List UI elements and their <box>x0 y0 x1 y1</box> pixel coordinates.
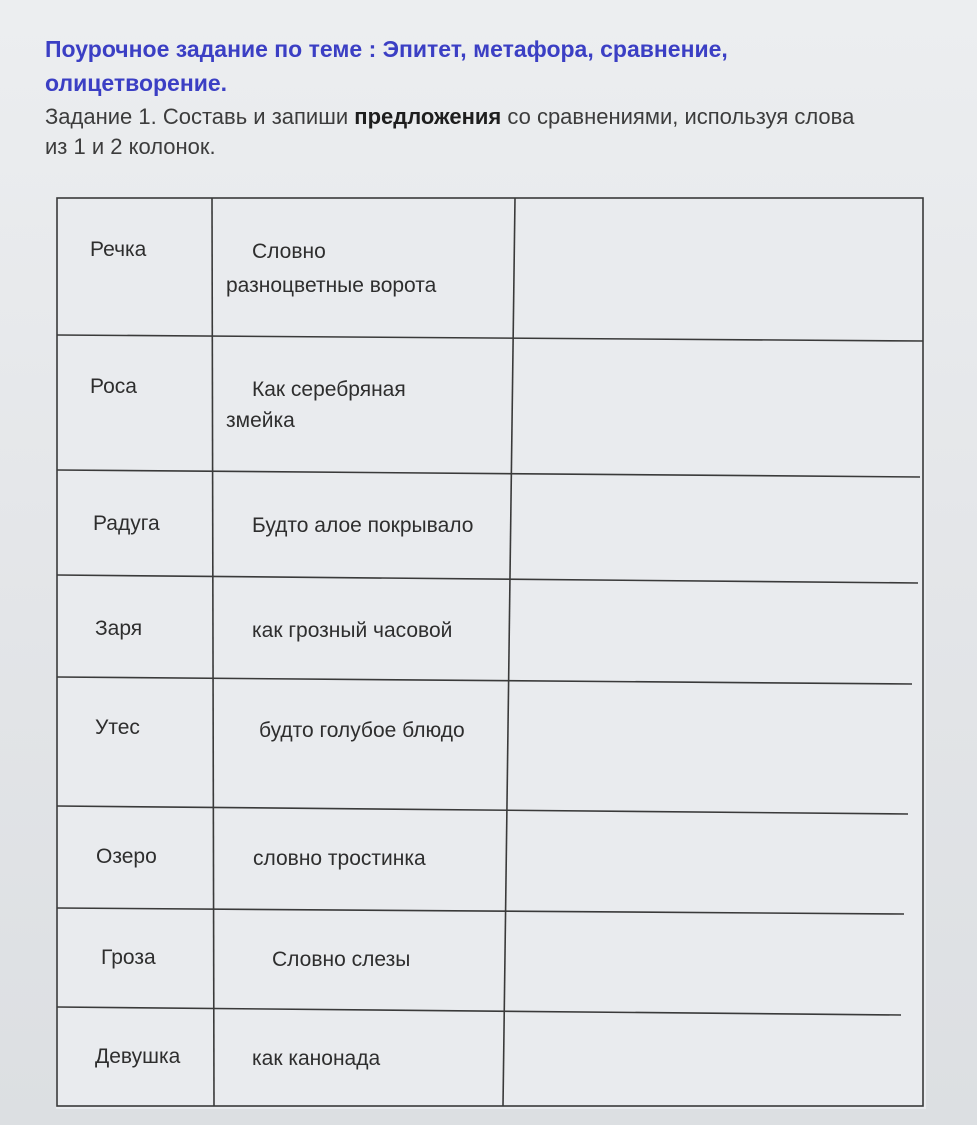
column-divider-1 <box>212 198 214 1106</box>
row-4-word: Заря <box>95 617 143 640</box>
lesson-heading-line2: олицетворение. <box>45 70 228 96</box>
row-6-word: Озеро <box>96 845 157 868</box>
row-2-word: Роса <box>90 375 137 398</box>
column-divider-2 <box>503 198 515 1106</box>
row-8-comparison-line1: как канонада <box>252 1047 381 1070</box>
task-instruction-line1 <box>45 102 935 132</box>
row-1-comparison-line2: разноцветные ворота <box>226 274 437 297</box>
row-5-word: Утес <box>95 716 140 739</box>
row-divider-2 <box>57 470 920 477</box>
row-2-comparison-line1: Как серебряная <box>252 378 406 401</box>
task-bold-word: предложения <box>354 104 502 129</box>
lesson-heading <box>45 32 925 100</box>
row-6-comparison-line1: словно тростинка <box>253 847 426 870</box>
task-instruction <box>45 102 935 162</box>
row-divider-3 <box>57 575 918 583</box>
row-divider-5 <box>57 806 908 814</box>
row-7-comparison-line1: Словно слезы <box>272 948 411 971</box>
row-3-comparison-line1: Будто алое покрывало <box>252 514 474 537</box>
row-1-word: Речка <box>90 238 147 261</box>
comparison-table <box>56 197 926 1109</box>
row-5-comparison-line1: будто голубое блюдо <box>259 719 465 742</box>
task-suffix: со сравнениями, используя слова <box>501 104 855 129</box>
row-divider-1 <box>57 335 923 341</box>
row-divider-6 <box>57 908 904 914</box>
lesson-heading-line1: Поурочное задание по теме : Эпитет, метафора, сравнение, <box>45 36 728 62</box>
row-divider-4 <box>57 677 912 684</box>
row-2-comparison-line2: змейка <box>226 409 295 432</box>
row-4-comparison-line1: как грозный часовой <box>252 619 453 642</box>
task-prefix: Задание 1. Составь и запиши <box>45 104 355 129</box>
row-3-word: Радуга <box>93 512 160 535</box>
table-border <box>57 198 923 1106</box>
row-1-comparison-line1: Словно <box>252 240 326 263</box>
row-divider-7 <box>57 1007 901 1015</box>
row-8-word: Девушка <box>95 1045 181 1068</box>
row-7-word: Гроза <box>101 946 156 969</box>
table-grid-lines <box>56 197 926 1109</box>
task-instruction-line2: из 1 и 2 колонок. <box>45 134 216 159</box>
